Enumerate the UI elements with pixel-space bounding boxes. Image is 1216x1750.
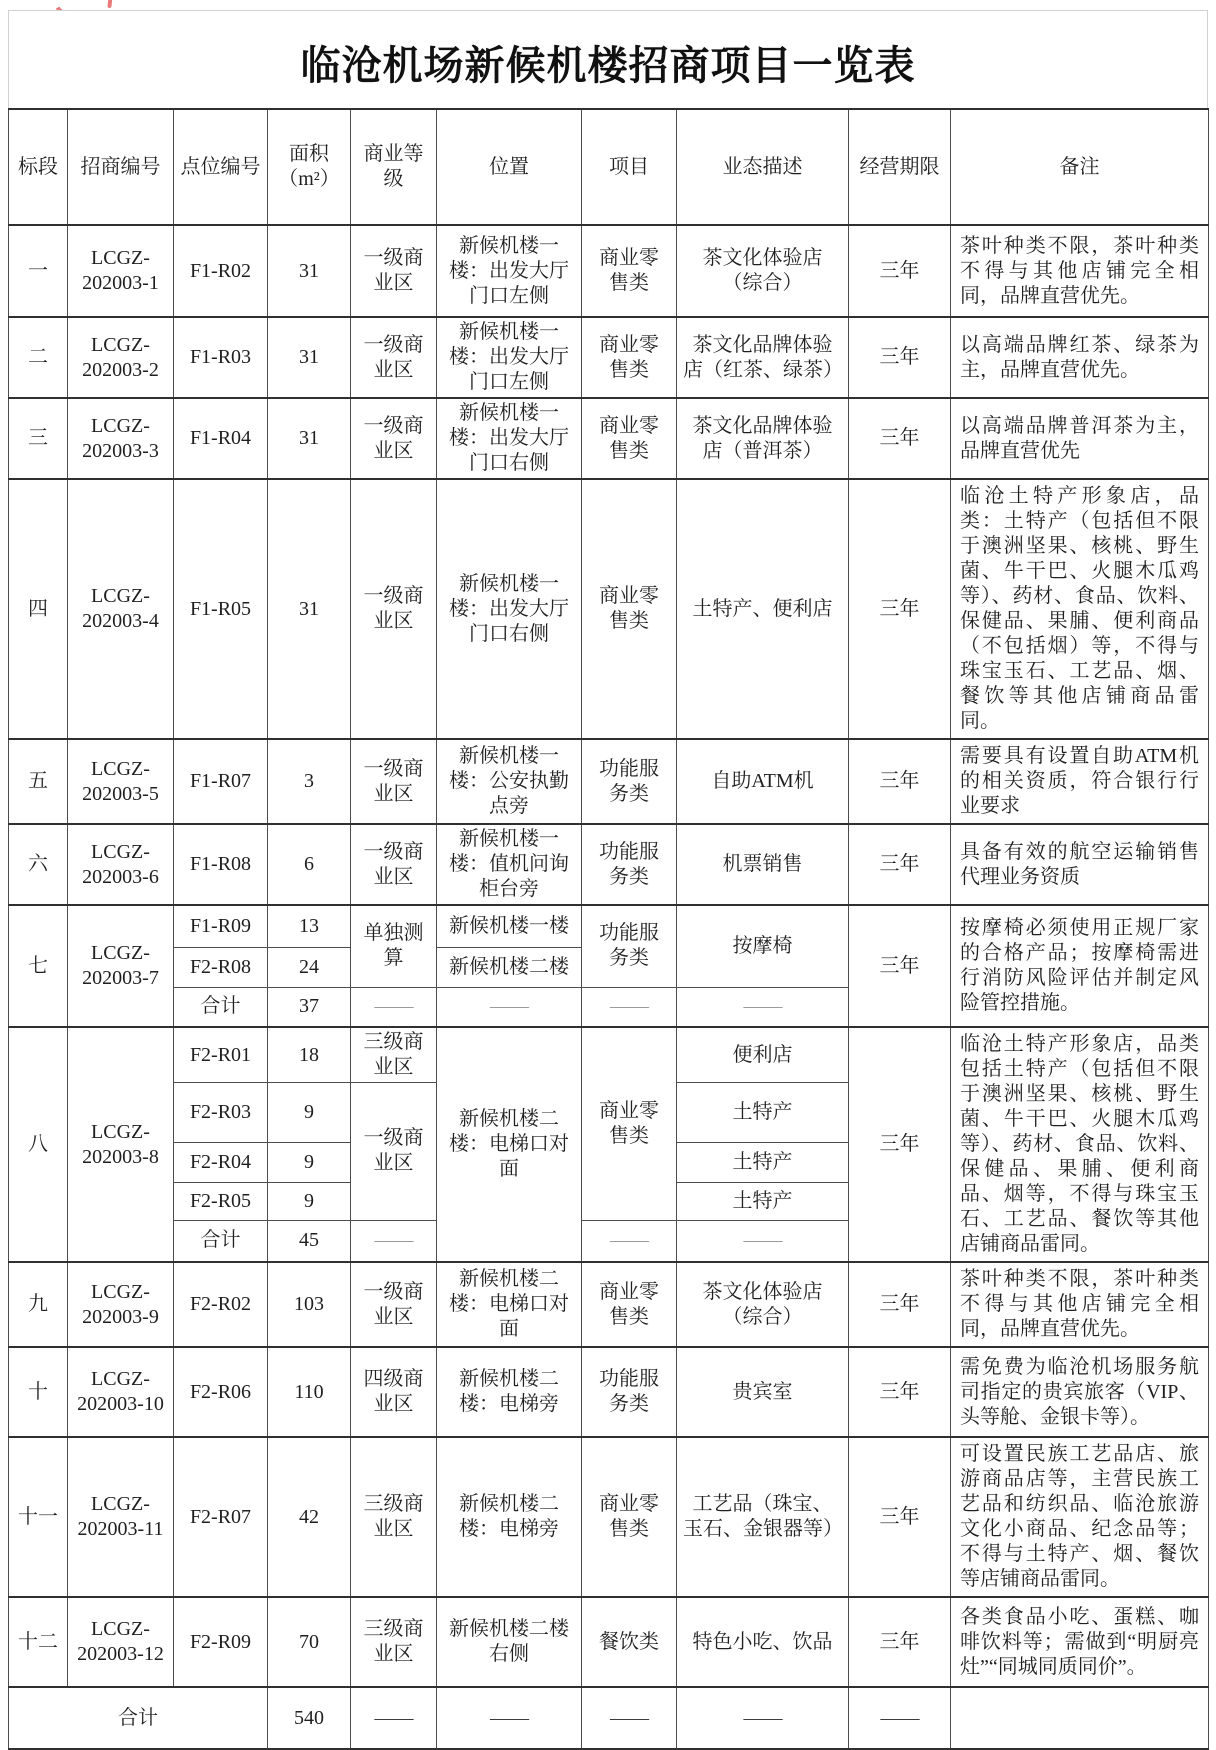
cell-note: 需免费为临沧机场服务航司指定的贵宾旅客（VIP、头等舱、金银卡等）。	[951, 1347, 1209, 1437]
cell-note: 需要具有设置自助ATM机的相关资质，符合银行行业要求	[951, 739, 1209, 824]
cell-dash: ——	[351, 1687, 437, 1749]
cell-area: 37	[268, 987, 351, 1027]
cell-dash: ——	[437, 987, 582, 1027]
cell-area: 110	[268, 1347, 351, 1437]
cell-point: F2-R05	[174, 1182, 268, 1220]
cell-section: 六	[9, 824, 68, 905]
cell-grade: 四级商业区	[351, 1347, 437, 1437]
cell-term: 三年	[849, 1262, 951, 1347]
table-row	[9, 824, 1209, 905]
table-row	[9, 225, 1209, 317]
cell-section: 八	[9, 1027, 68, 1262]
cell-note: 以高端品牌普洱茶为主，品牌直营优先	[951, 398, 1209, 479]
cell-note: 各类食品小吃、蛋糕、咖啡饮料等；需做到“明厨亮灶”“同城同质同价”。	[951, 1597, 1209, 1687]
cell-section: 七	[9, 905, 68, 1027]
header-note: 备注	[951, 109, 1209, 225]
cell-business: 机票销售	[677, 824, 849, 905]
red-pen-stroke-icon	[107, 0, 112, 8]
table-row	[9, 1437, 1209, 1597]
cell-project: 商业零售类	[582, 1027, 677, 1220]
cell-note: 可设置民族工艺品店、旅游商品店等，主营民族工艺品和纺织品、临沧旅游文化小商品、纪念品等；不得与土特产、烟、餐饮等店铺商品雷同。	[951, 1437, 1209, 1597]
cell-project: 商业零售类	[582, 225, 677, 317]
cell-grade: 三级商业区	[351, 1027, 437, 1083]
page-title: 临沧机场新候机楼招商项目一览表	[300, 43, 916, 88]
cell-grade: 三级商业区	[351, 1437, 437, 1597]
cell-point: F2-R09	[174, 1597, 268, 1687]
header-business: 业态描述	[677, 109, 849, 225]
cell-business: 贵宾室	[677, 1347, 849, 1437]
cell-dash: ——	[677, 987, 849, 1027]
cell-point: F1-R08	[174, 824, 268, 905]
cell-grade: 单独测算	[351, 905, 437, 987]
cell-section: 一	[9, 225, 68, 317]
cell-area: 31	[268, 479, 351, 739]
cell-area: 70	[268, 1597, 351, 1687]
cell-term: 三年	[849, 317, 951, 398]
cell-note: 茶叶种类不限，茶叶种类不得与其他店铺完全相同，品牌直营优先。	[951, 1262, 1209, 1347]
header-term: 经营期限	[849, 109, 951, 225]
cell-grade: 三级商业区	[351, 1597, 437, 1687]
cell-section: 三	[9, 398, 68, 479]
header-point: 点位编号	[174, 109, 268, 225]
cell-grade: 一级商业区	[351, 398, 437, 479]
cell-grade: 一级商业区	[351, 1262, 437, 1347]
red-pen-stroke-icon	[51, 0, 83, 10]
cell-subtotal-label: 合计	[174, 987, 268, 1027]
header-location: 位置	[437, 109, 582, 225]
cell-business: 特色小吃、饮品	[677, 1597, 849, 1687]
cell-area: 18	[268, 1027, 351, 1083]
cell-business: 茶文化体验店（综合）	[677, 225, 849, 317]
cell-location: 新候机楼二楼：电梯旁	[437, 1347, 582, 1437]
cell-code: LCGZ-202003-10	[68, 1347, 174, 1437]
cell-dash: ——	[849, 1687, 951, 1749]
cell-note: 按摩椅必须使用正规厂家的合格产品；按摩椅需进行消防风险评估并制定风险管控措施。	[951, 905, 1209, 1027]
header-section: 标段	[9, 109, 68, 225]
cell-project: 商业零售类	[582, 317, 677, 398]
cell-section: 五	[9, 739, 68, 824]
cell-area: 103	[268, 1262, 351, 1347]
total-row	[9, 1687, 1209, 1749]
cell-term: 三年	[849, 824, 951, 905]
cell-term: 三年	[849, 225, 951, 317]
cell-project: 功能服务类	[582, 905, 677, 987]
cell-location: 新候机楼一楼：出发大厅门口右侧	[437, 398, 582, 479]
cell-business: 工艺品（珠宝、玉石、金银器等）	[677, 1437, 849, 1597]
cell-business: 土特产	[677, 1182, 849, 1220]
cell-code: LCGZ-202003-7	[68, 905, 174, 1027]
cell-code: LCGZ-202003-3	[68, 398, 174, 479]
cell-dash: ——	[582, 1220, 677, 1262]
cell-note-empty	[951, 1687, 1209, 1749]
cell-point: F2-R04	[174, 1142, 268, 1182]
cell-location: 新候机楼二楼：电梯口对面	[437, 1027, 582, 1262]
cell-term: 三年	[849, 1027, 951, 1262]
cell-term: 三年	[849, 739, 951, 824]
cell-code: LCGZ-202003-9	[68, 1262, 174, 1347]
cell-location: 新候机楼二楼	[437, 947, 582, 987]
cell-section: 二	[9, 317, 68, 398]
cell-point: F2-R02	[174, 1262, 268, 1347]
cell-code: LCGZ-202003-2	[68, 317, 174, 398]
cell-dash: ——	[351, 987, 437, 1027]
cell-point: F2-R07	[174, 1437, 268, 1597]
cell-code: LCGZ-202003-4	[68, 479, 174, 739]
cell-point: F1-R02	[174, 225, 268, 317]
cell-section: 十一	[9, 1437, 68, 1597]
cell-point: F2-R08	[174, 947, 268, 987]
cell-area: 9	[268, 1182, 351, 1220]
cell-project: 功能服务类	[582, 824, 677, 905]
cell-project: 商业零售类	[582, 479, 677, 739]
header-row	[9, 109, 1209, 225]
cell-term: 三年	[849, 479, 951, 739]
table-row	[9, 905, 1209, 947]
cell-grade: 一级商业区	[351, 225, 437, 317]
table-row	[9, 479, 1209, 739]
cell-point: F1-R09	[174, 905, 268, 947]
cell-location: 新候机楼一楼：出发大厅门口左侧	[437, 225, 582, 317]
cell-point: F1-R04	[174, 398, 268, 479]
cell-location: 新候机楼一楼：值机问询柜台旁	[437, 824, 582, 905]
cell-code: LCGZ-202003-8	[68, 1027, 174, 1262]
cell-project: 功能服务类	[582, 739, 677, 824]
table-row	[9, 1597, 1209, 1687]
cell-location: 新候机楼一楼	[437, 905, 582, 947]
header-area: 面积（m²）	[268, 109, 351, 225]
table-row	[9, 1027, 1209, 1083]
cell-note: 临沧土特产形象店，品类包括土特产（包括但不限于澳洲坚果、核桃、野生菌、牛干巴、火腿木瓜鸡等）、药材、食品、饮料、保健品、果脯、便利商品、烟等，不得与珠宝玉石、工艺品、餐饮等其他店铺商品雷同。	[951, 1027, 1209, 1262]
cell-area: 9	[268, 1083, 351, 1143]
cell-code: LCGZ-202003-6	[68, 824, 174, 905]
cell-area: 31	[268, 317, 351, 398]
cell-location: 新候机楼一楼：出发大厅门口右侧	[437, 479, 582, 739]
cell-grade: 一级商业区	[351, 1083, 437, 1221]
cell-dash: ——	[677, 1687, 849, 1749]
cell-term: 三年	[849, 905, 951, 1027]
cell-grade: 一级商业区	[351, 824, 437, 905]
cell-area: 24	[268, 947, 351, 987]
cell-location: 新候机楼一楼：公安执勤点旁	[437, 739, 582, 824]
table-row	[9, 398, 1209, 479]
cell-location: 新候机楼二楼：电梯旁	[437, 1437, 582, 1597]
cell-term: 三年	[849, 1597, 951, 1687]
cell-point: F1-R03	[174, 317, 268, 398]
table-row	[9, 317, 1209, 398]
cell-location: 新候机楼一楼：出发大厅门口左侧	[437, 317, 582, 398]
cell-section: 四	[9, 479, 68, 739]
cell-area: 6	[268, 824, 351, 905]
cell-code: LCGZ-202003-5	[68, 739, 174, 824]
cell-dash: ——	[677, 1220, 849, 1262]
cell-subtotal-label: 合计	[174, 1220, 268, 1262]
projects-table	[8, 108, 1209, 1750]
header-grade: 商业等级	[351, 109, 437, 225]
cell-point: F1-R07	[174, 739, 268, 824]
cell-dash: ——	[582, 1687, 677, 1749]
cell-grade: 一级商业区	[351, 739, 437, 824]
cell-dash: ——	[582, 987, 677, 1027]
cell-project: 功能服务类	[582, 1347, 677, 1437]
cell-business: 土特产	[677, 1083, 849, 1143]
cell-term: 三年	[849, 1437, 951, 1597]
cell-note: 具备有效的航空运输销售代理业务资质	[951, 824, 1209, 905]
cell-grade: 一级商业区	[351, 479, 437, 739]
cell-section: 十	[9, 1347, 68, 1437]
cell-location: 新候机楼二楼右侧	[437, 1597, 582, 1687]
cell-point: F2-R01	[174, 1027, 268, 1083]
cell-grade: 一级商业区	[351, 317, 437, 398]
cell-term: 三年	[849, 1347, 951, 1437]
cell-project: 商业零售类	[582, 398, 677, 479]
cell-code: LCGZ-202003-1	[68, 225, 174, 317]
cell-area: 31	[268, 398, 351, 479]
cell-location: 新候机楼二楼：电梯口对面	[437, 1262, 582, 1347]
cell-project: 商业零售类	[582, 1437, 677, 1597]
cell-area: 13	[268, 905, 351, 947]
cell-area: 45	[268, 1220, 351, 1262]
cell-code: LCGZ-202003-11	[68, 1437, 174, 1597]
cell-business: 土特产	[677, 1142, 849, 1182]
red-pen-fragments	[0, 0, 240, 10]
cell-point: F2-R03	[174, 1083, 268, 1143]
cell-dash: ——	[437, 1687, 582, 1749]
cell-term: 三年	[849, 398, 951, 479]
cell-total-label: 合计	[9, 1687, 268, 1749]
cell-point: F1-R05	[174, 479, 268, 739]
cell-business: 茶文化品牌体验店（普洱茶）	[677, 398, 849, 479]
cell-area: 3	[268, 739, 351, 824]
cell-note: 临沧土特产形象店，品类：土特产（包括但不限于澳洲坚果、核桃、野生菌、牛干巴、火腿木瓜鸡等）、药材、食品、饮料、保健品、果脯、便利商品（不包括烟）等，不得与珠宝玉石、工艺品、烟、餐饮等其他店铺商品雷同。	[951, 479, 1209, 739]
table-row	[9, 739, 1209, 824]
cell-section: 十二	[9, 1597, 68, 1687]
cell-code: LCGZ-202003-12	[68, 1597, 174, 1687]
cell-business: 土特产、便利店	[677, 479, 849, 739]
cell-business: 按摩椅	[677, 905, 849, 987]
cell-section: 九	[9, 1262, 68, 1347]
cell-area: 42	[268, 1437, 351, 1597]
cell-dash: ——	[351, 1220, 437, 1262]
table-row	[9, 1347, 1209, 1437]
cell-project: 商业零售类	[582, 1262, 677, 1347]
cell-note: 以高端品牌红茶、绿茶为主，品牌直营优先。	[951, 317, 1209, 398]
cell-business: 茶文化品牌体验店（红茶、绿茶）	[677, 317, 849, 398]
cell-business: 便利店	[677, 1027, 849, 1083]
cell-note: 茶叶种类不限，茶叶种类不得与其他店铺完全相同，品牌直营优先。	[951, 225, 1209, 317]
cell-business: 茶文化体验店（综合）	[677, 1262, 849, 1347]
cell-point: F2-R06	[174, 1347, 268, 1437]
cell-area: 540	[268, 1687, 351, 1749]
cell-area: 31	[268, 225, 351, 317]
cell-project: 餐饮类	[582, 1597, 677, 1687]
table-row	[9, 1262, 1209, 1347]
cell-business: 自助ATM机	[677, 739, 849, 824]
header-project: 项目	[582, 109, 677, 225]
cell-area: 9	[268, 1142, 351, 1182]
header-code: 招商编号	[68, 109, 174, 225]
